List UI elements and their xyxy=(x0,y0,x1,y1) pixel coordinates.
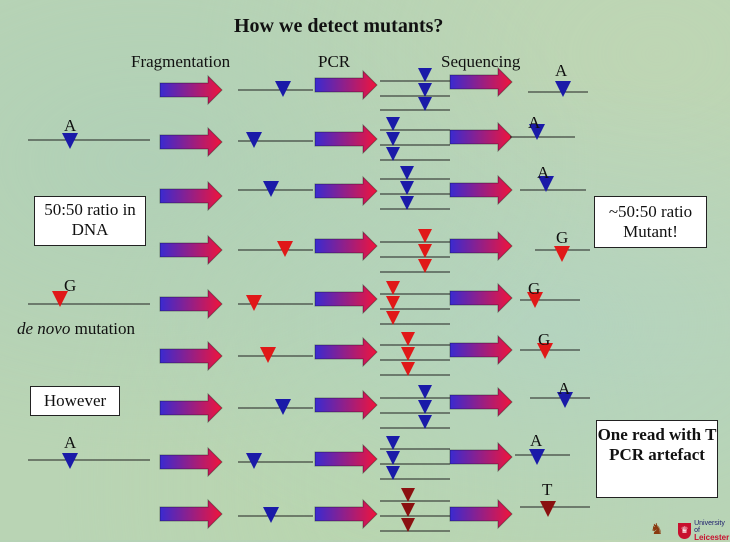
variant-marker xyxy=(386,132,400,146)
allele-a-label: A xyxy=(528,113,541,132)
process-arrow xyxy=(160,448,222,476)
de-novo-mutation-label xyxy=(17,319,135,339)
process-arrow xyxy=(450,500,512,528)
shield-icon: ♛ xyxy=(678,523,691,539)
header-fragmentation: Fragmentation xyxy=(131,52,231,71)
process-arrow xyxy=(315,285,377,313)
process-arrow xyxy=(315,445,377,473)
variant-marker xyxy=(386,296,400,310)
process-arrow xyxy=(450,176,512,204)
variant-marker xyxy=(386,436,400,450)
arrow-layer xyxy=(160,68,512,528)
page-title: How we detect mutants? xyxy=(234,15,444,37)
process-arrow xyxy=(315,177,377,205)
mutant-ratio-box: ~50:50 ratio Mutant! xyxy=(594,196,707,248)
process-arrow xyxy=(160,236,222,264)
mutation-text: mutation xyxy=(70,319,136,338)
allele-t-label: T xyxy=(542,480,553,499)
variant-marker xyxy=(529,449,545,465)
variant-marker xyxy=(418,244,432,258)
variant-marker xyxy=(275,81,291,97)
process-arrow xyxy=(160,182,222,210)
process-arrow xyxy=(315,338,377,366)
allele-g-label: G xyxy=(64,276,77,295)
however-box: However xyxy=(30,386,120,416)
variant-marker xyxy=(263,181,279,197)
process-arrow xyxy=(160,342,222,370)
variant-marker xyxy=(418,68,432,82)
variant-marker xyxy=(401,362,415,376)
variant-marker xyxy=(246,132,262,148)
process-arrow xyxy=(160,76,222,104)
process-arrow xyxy=(450,336,512,364)
variant-marker xyxy=(554,246,570,262)
variant-marker xyxy=(555,81,571,97)
logo-leicester: Leicester xyxy=(694,533,730,542)
variant-marker xyxy=(386,147,400,161)
header-sequencing: Sequencing xyxy=(441,52,521,71)
process-arrow xyxy=(160,290,222,318)
variant-marker xyxy=(418,83,432,97)
variant-marker xyxy=(418,400,432,414)
allele-a-label: A xyxy=(558,379,571,398)
process-arrow xyxy=(315,391,377,419)
variant-marker xyxy=(418,97,432,111)
allele-a-label: A xyxy=(555,61,568,80)
variant-marker xyxy=(386,281,400,295)
variant-marker xyxy=(246,453,262,469)
variant-marker xyxy=(386,451,400,465)
process-arrow xyxy=(315,500,377,528)
process-arrow xyxy=(160,128,222,156)
variant-marker xyxy=(246,295,262,311)
process-arrow xyxy=(450,388,512,416)
variant-marker xyxy=(386,311,400,325)
allele-g-label: G xyxy=(538,330,551,349)
variant-marker xyxy=(62,453,78,469)
allele-g-label: G xyxy=(528,279,541,298)
header-pcr: PCR xyxy=(318,52,351,71)
allele-a-label: A xyxy=(64,116,77,135)
variant-marker xyxy=(418,415,432,429)
process-arrow xyxy=(450,443,512,471)
variant-marker xyxy=(386,466,400,480)
logo-university-of: University of xyxy=(694,520,725,534)
variant-marker xyxy=(401,332,415,346)
variant-marker xyxy=(401,503,415,517)
de-novo-text: de novo xyxy=(17,319,71,338)
process-arrow xyxy=(160,500,222,528)
process-arrow xyxy=(160,394,222,422)
variant-marker xyxy=(418,259,432,273)
variant-marker xyxy=(418,229,432,243)
variant-marker xyxy=(260,347,276,363)
allele-g-label: G xyxy=(556,228,569,247)
process-arrow xyxy=(450,284,512,312)
process-arrow xyxy=(315,71,377,99)
allele-a-label: A xyxy=(530,431,543,450)
variant-marker xyxy=(540,501,556,517)
ratio-in-dna-box: 50:50 ratio in DNA xyxy=(34,196,146,246)
variant-marker xyxy=(400,181,414,195)
allele-a-label: A xyxy=(537,163,550,182)
logo-text xyxy=(694,520,730,542)
variant-marker xyxy=(400,196,414,210)
variant-marker xyxy=(401,488,415,502)
process-arrow xyxy=(450,232,512,260)
variant-marker xyxy=(400,166,414,180)
allele-a-label: A xyxy=(64,433,77,452)
university-logo xyxy=(678,520,730,542)
variant-marker xyxy=(275,399,291,415)
variant-marker xyxy=(401,347,415,361)
variant-marker xyxy=(418,385,432,399)
variant-marker xyxy=(386,117,400,131)
pcr-artefact-box: One read with T PCR artefact xyxy=(596,420,718,498)
variant-marker xyxy=(263,507,279,523)
process-arrow xyxy=(315,232,377,260)
variant-marker xyxy=(401,518,415,532)
variant-marker xyxy=(277,241,293,257)
process-arrow xyxy=(450,68,512,96)
process-arrow xyxy=(450,123,512,151)
process-arrow xyxy=(315,125,377,153)
crest-icon: ♞ xyxy=(650,522,664,538)
